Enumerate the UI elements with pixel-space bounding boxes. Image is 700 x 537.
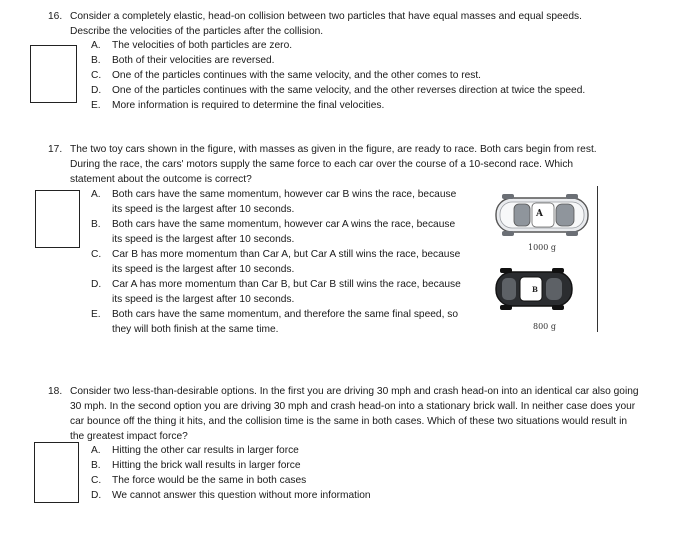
- option-text: Hitting the brick wall results in larger force: [112, 460, 301, 471]
- question-stem-line: 30 mph. In the second option you are driving 30 mph and crash head-on into a stationary brick wall. In neither case does your: [70, 401, 636, 412]
- option-letter: B.: [91, 55, 101, 66]
- question-stem-line: Describe the velocities of the particles after the collision.: [70, 26, 324, 37]
- option-letter: E.: [91, 309, 101, 320]
- question-stem-line: Consider two less-than-desirable options. In the first you are driving 30 mph and crash head-on into an identical car also going: [70, 386, 639, 397]
- option-text: Both cars have the same momentum, however car B wins the race, because: [112, 189, 457, 200]
- option-text: Car A has more momentum than Car B, but Car B still wins the race, because: [112, 279, 461, 290]
- car-a-label: A: [536, 209, 543, 219]
- option-letter: C.: [91, 70, 102, 81]
- option-letter: B.: [91, 219, 101, 230]
- option-letter: A.: [91, 40, 101, 51]
- option-text: they will both finish at the same time.: [112, 324, 279, 335]
- option-text: its speed is the largest after 10 seconds.: [112, 204, 295, 215]
- finish-line: [597, 186, 598, 332]
- option-text: Both of their velocities are reversed.: [112, 55, 275, 66]
- question-number: 16.: [48, 11, 63, 22]
- option-letter: D.: [91, 490, 102, 501]
- car-b-label: B: [532, 285, 538, 294]
- option-text: Both cars have the same momentum, and therefore the same final speed, so: [112, 309, 458, 320]
- option-text: Car B has more momentum than Car A, but Car A still wins the race, because: [112, 249, 461, 260]
- question-number: 18.: [48, 386, 63, 397]
- option-text: its speed is the largest after 10 seconds.: [112, 294, 295, 305]
- option-text: its speed is the largest after 10 seconds.: [112, 264, 295, 275]
- answer-box[interactable]: [35, 190, 80, 248]
- option-text: Hitting the other car results in larger force: [112, 445, 299, 456]
- option-text: We cannot answer this question without more information: [112, 490, 371, 501]
- option-letter: C.: [91, 475, 102, 486]
- question-number: 17.: [48, 144, 63, 155]
- option-text: The force would be the same in both cases: [112, 475, 307, 486]
- option-text: its speed is the largest after 10 seconds.: [112, 234, 295, 245]
- option-letter: D.: [91, 279, 102, 290]
- option-letter: C.: [91, 249, 102, 260]
- option-text: One of the particles continues with the same velocity, and the other comes to rest.: [112, 70, 482, 81]
- option-letter: A.: [91, 189, 101, 200]
- answer-box[interactable]: [34, 442, 79, 503]
- option-text: The velocities of both particles are zero.: [112, 40, 293, 51]
- option-text: Both cars have the same momentum, however car A wins the race, because: [112, 219, 456, 230]
- answer-box[interactable]: [30, 45, 77, 103]
- car-a-mass-label: 1000 g: [528, 243, 557, 252]
- option-letter: A.: [91, 445, 101, 456]
- option-letter: D.: [91, 85, 102, 96]
- question-stem-line: Consider a completely elastic, head-on collision between two particles that have equal masses and equal speeds.: [70, 11, 582, 22]
- car-b-mass-label: 800 g: [533, 322, 556, 331]
- question-stem-line: During the race, the cars' motors supply the same force to each car over the course of a 10-second race. Which: [70, 159, 574, 170]
- question-stem-line: the greatest impact force?: [70, 431, 188, 442]
- question-stem-line: car bounce off the thing it hits, and the collision time is the same in both cases. Which of these two situations would result in: [70, 416, 628, 427]
- question-stem-line: statement about the outcome is correct?: [70, 174, 252, 185]
- option-text: More information is required to determine the final velocities.: [112, 100, 385, 111]
- question-stem-line: The two toy cars shown in the figure, with masses as given in the figure, are ready to race. Both cars begin from rest.: [70, 144, 597, 155]
- option-text: One of the particles continues with the same velocity, and the other reverses direction at twice the speed.: [112, 85, 586, 96]
- option-letter: B.: [91, 460, 101, 471]
- option-letter: E.: [91, 100, 101, 111]
